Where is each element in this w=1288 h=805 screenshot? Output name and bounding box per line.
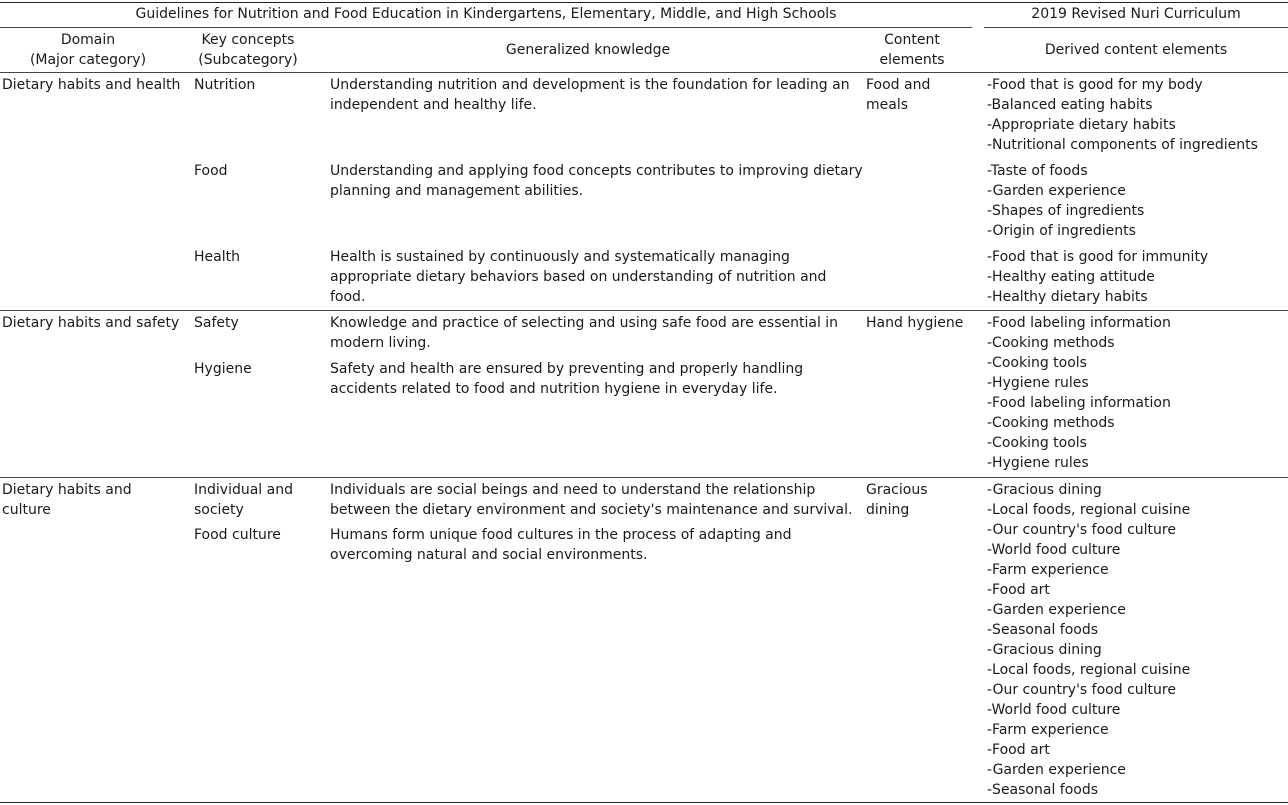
domain-cell-culture: Dietary habits and culture [2,482,132,518]
derived-item: -Origin of ingredients [987,223,1136,239]
column-header-knowledge: Generalized knowledge [505,42,671,58]
derived-item: -Seasonal foods [987,782,1099,798]
concept-cell: Health [194,249,240,265]
concept-cell: Individual and society [194,482,293,518]
knowledge-cell: Knowledge and practice of selecting and using safe food are essential in modern living. [330,315,839,351]
derived-item: -Hygiene rules [987,455,1089,471]
group-header-guidelines: Guidelines for Nutrition and Food Education in Kindergartens, Elementary, Middle, and High Schools [135,6,837,22]
knowledge-cell: Understanding and applying food concepts contributes to improving dietary planning and management abilities. [330,163,863,199]
derived-list [987,480,1190,800]
knowledge-cell: Humans form unique food cultures in the process of adapting and overcoming natural and social environments. [330,527,792,563]
derived-item: -Food labeling information [987,395,1171,411]
domain-cell-health: Dietary habits and health [2,77,181,93]
derived-item: -Garden experience [987,183,1126,199]
derived-item: -Local foods, regional cuisine [987,502,1191,518]
column-header-rule [0,72,1288,73]
derived-item: -Nutritional components of ingredients [987,137,1258,153]
derived-item: -Garden experience [987,762,1126,778]
derived-item: -World food culture [987,702,1121,718]
derived-item: -Appropriate dietary habits [987,117,1176,133]
derived-list [987,247,1208,307]
derived-item: -Farm experience [987,562,1109,578]
derived-item: -Healthy eating attitude [987,269,1155,285]
derived-item: -Our country's food culture [987,522,1176,538]
table-top-rule [0,2,1288,3]
derived-item: -Food labeling information [987,315,1171,331]
column-header-key-concepts: Key concepts (Subcategory) [198,32,298,68]
derived-item: -Gracious dining [987,642,1102,658]
column-header-derived: Derived content elements [1044,42,1228,58]
derived-item: -Healthy dietary habits [987,289,1148,305]
knowledge-cell: Health is sustained by continuously and systematically managing appropriate dietary behaviors based on understanding of nutrition and food. [330,249,827,305]
derived-list [987,161,1144,241]
derived-item: -Gracious dining [987,482,1102,498]
column-header-content: Content elements [879,32,945,68]
derived-item: -Cooking tools [987,435,1087,451]
knowledge-cell: Individuals are social beings and need to understand the relationship between the dietary environment and society's maintenance and survival. [330,482,853,518]
derived-item: -Food art [987,742,1050,758]
column-header-domain: Domain (Major category) [29,32,147,68]
derived-item: -Food that is good for my body [987,77,1203,93]
concept-cell: Food culture [194,527,281,543]
derived-item: -Food that is good for immunity [987,249,1209,265]
domain-cell-safety: Dietary habits and safety [2,315,180,331]
derived-item: -Cooking tools [987,355,1087,371]
derived-list [987,313,1171,473]
derived-item: -Taste of foods [987,163,1088,179]
concept-cell: Safety [194,315,239,331]
group-header-nuri: 2019 Revised Nuri Curriculum [1031,6,1241,22]
group-header-rule-right [984,27,1288,28]
derived-item: -Cooking methods [987,335,1115,351]
knowledge-cell: Understanding nutrition and development is the foundation for leading an independent and healthy life. [330,77,850,113]
content-element-cell: Hand hygiene [866,315,964,331]
domain-separator-1 [0,310,1288,311]
concept-cell: Food [194,163,228,179]
derived-list [987,75,1258,155]
derived-item: -Our country's food culture [987,682,1176,698]
derived-item: -Balanced eating habits [987,97,1153,113]
derived-item: -World food culture [987,542,1121,558]
derived-item: -Garden experience [987,602,1126,618]
derived-item: -Shapes of ingredients [987,203,1145,219]
derived-item: -Seasonal foods [987,622,1099,638]
concept-cell: Hygiene [194,361,252,377]
derived-item: -Hygiene rules [987,375,1089,391]
table-bottom-rule [0,802,1288,803]
derived-item: -Farm experience [987,722,1109,738]
domain-separator-2 [0,477,1288,478]
derived-item: -Food art [987,582,1050,598]
knowledge-cell: Safety and health are ensured by preventing and properly handling accidents related to food and nutrition hygiene in everyday life. [330,361,804,397]
derived-item: -Cooking methods [987,415,1115,431]
derived-item: -Local foods, regional cuisine [987,662,1191,678]
group-header-rule-left [0,27,972,28]
content-element-cell: Gracious dining [866,482,928,518]
content-element-cell: Food and meals [866,77,931,113]
concept-cell: Nutrition [194,77,256,93]
